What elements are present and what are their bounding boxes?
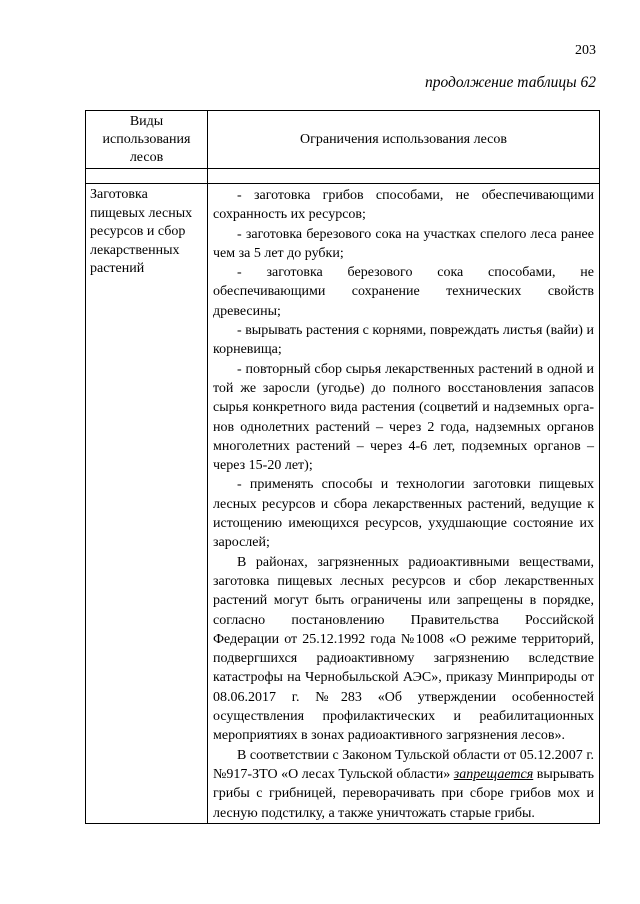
prohibited-emphasis: запрещается: [453, 766, 534, 782]
restriction-item: - заготовка березового сока способами, не обеспечивающими сохранение технических свойств древесины;: [213, 265, 594, 319]
page-number: 203: [575, 43, 596, 58]
spacer-cell-2: [208, 169, 600, 184]
table-row: [86, 184, 600, 824]
spacer-cell-1: [86, 169, 208, 184]
restriction-item: - вырывать растения с корнями, повреждать листья (вайи) и корневища;: [213, 323, 594, 358]
tula-law-paragraph: [213, 746, 594, 823]
table-spacer-row: [86, 169, 600, 184]
radioactive-zones-paragraph: В районах, загрязненных радиоактивными веществами, заготовка пищевых лесных ресурсов и сбор лекарственных растений могут быть ограничены или запрещены в порядке, согласно постановлению Правительства Российской Федерации от 25.12.1992 года №1008 «О режиме территорий, подвергшихся радиоактивному загрязнению вследствие катастрофы на Чернобыльской АЭС», приказу Минприроды от 08.06.2017 г. №283 «Об утверждении особенностей осуществления профилактических и реабилитационных мероприятиях в зонах радиоактивного загрязнения лесов».: [213, 554, 594, 744]
table-continuation-label: продолжение таблицы 62: [425, 74, 596, 91]
tula-law-text-before: В соответствии с Законом Тульской области от 05.12.2007 г. №917-ЗТО «О лесах Тульской области»: [213, 747, 594, 782]
header-restrictions: Ограничения использования лесов: [208, 111, 600, 169]
restriction-item: - заготовка березового сока на участках спелого леса ранее чем за 5 лет до рубки;: [213, 226, 594, 261]
restrictions-table: [85, 110, 600, 824]
tula-law-text-after: вырывать грибы с грибницей, переворачивать при сборе грибов мох и лесную подстилку, а также уничтожать старые грибы.: [213, 766, 595, 821]
restriction-item: - применять способы и технологии заготовки пищевых лесных ресурсов и сбора лекарственных растений, ведущие к истощению имеющихся ресурсов, ухудшающие состояние их зарослей;: [213, 477, 594, 551]
usage-type-cell: Заготовка пищевых лесных ресурсов и сбор лекарственных растений: [86, 184, 208, 824]
table-header-row: [86, 111, 600, 169]
restriction-item: - заготовка грибов способами, не обеспечивающими сохранность их ресурсов;: [213, 188, 594, 223]
header-usage-types: Виды использования лесов: [86, 111, 208, 169]
restriction-item: - повторный сбор сырья лекарственных растений в одной и той же заросли (угодье) до полного восстановления запасов сырья конкретного вида растения (соцветий и надземных орга-нов однолетних растений – через 2 года, надземных органов многолетних растений – через 4-6 лет, подземных органов – через 15-20 лет);: [213, 361, 594, 474]
restrictions-cell: [208, 184, 600, 824]
